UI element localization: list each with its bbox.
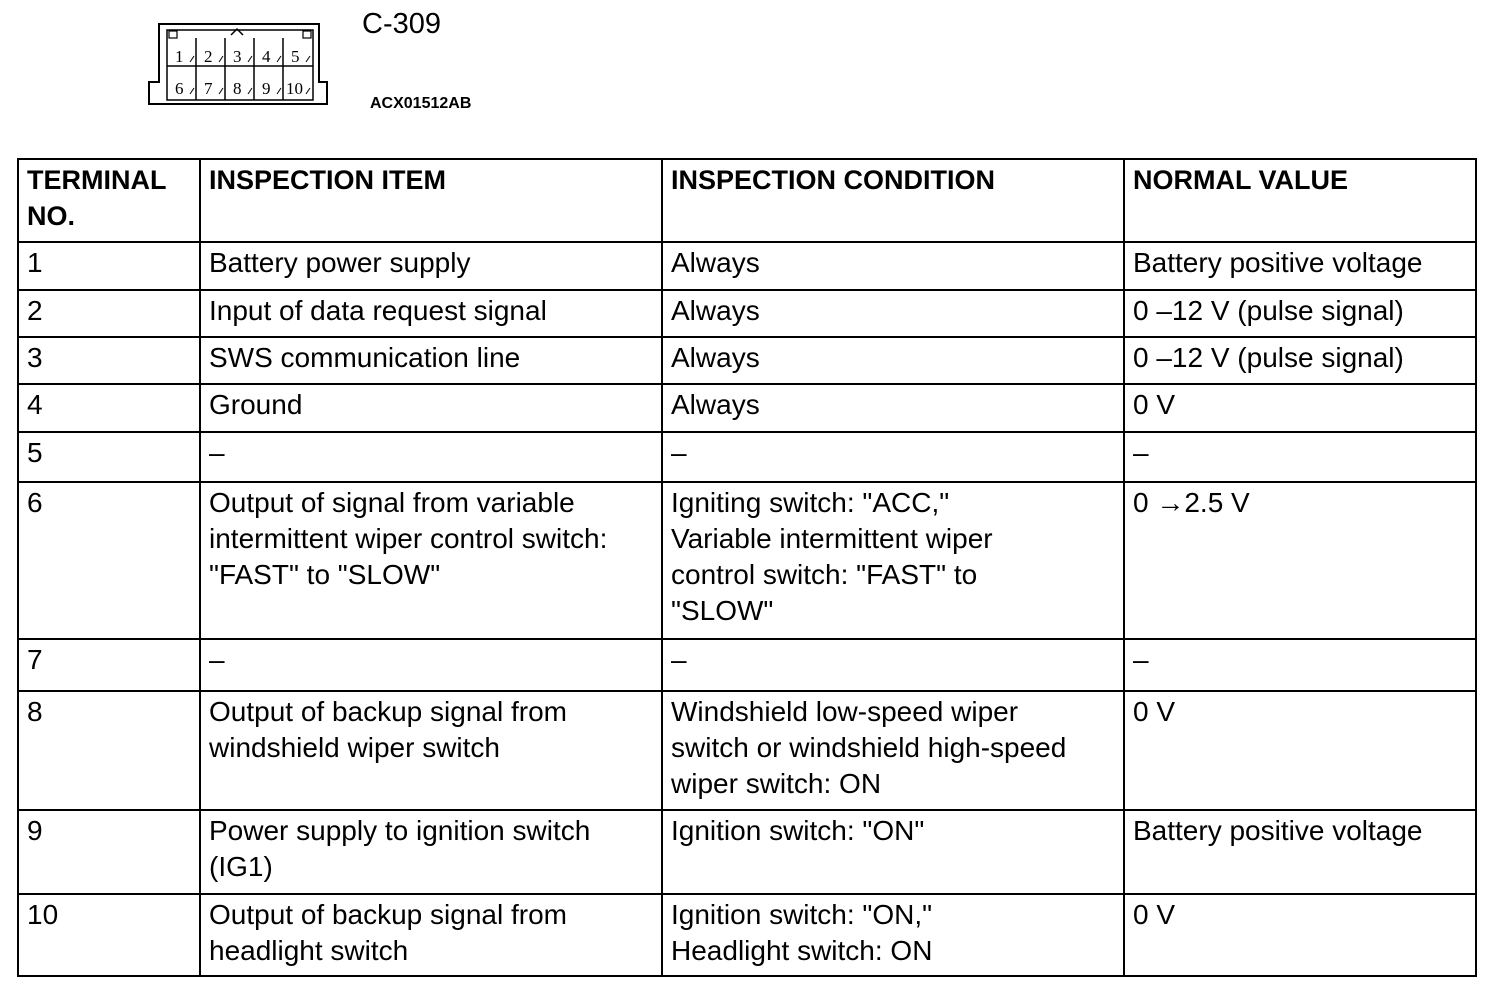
table-row — [18, 384, 1476, 432]
item-cell: – — [200, 432, 662, 482]
item-cell: Output of backup signal from windshield wiper switch — [200, 691, 662, 810]
condition-cell: Igniting switch: "ACC," Variable intermittent wiper control switch: "FAST" to "SLOW" — [662, 482, 1124, 639]
item-cell: – — [200, 639, 662, 691]
pin-label: 9 — [262, 79, 271, 98]
table-row — [18, 242, 1476, 290]
condition-cell: Always — [662, 384, 1124, 432]
condition-cell: Always — [662, 337, 1124, 384]
value-cell: 0 →2.5 V — [1124, 482, 1476, 639]
item-cell: Output of backup signal from headlight switch — [200, 894, 662, 976]
pin-label: 7 — [204, 79, 213, 98]
value-cell: 0 –12 V (pulse signal) — [1124, 337, 1476, 384]
pin-label: 1 — [175, 47, 184, 66]
connector-title: C-309 — [362, 8, 441, 40]
item-cell: Power supply to ignition switch (IG1) — [200, 810, 662, 894]
table-header-row — [18, 159, 1476, 242]
condition-cell: – — [662, 639, 1124, 691]
terminal-cell: 8 — [18, 691, 200, 810]
table-row — [18, 894, 1476, 976]
condition-cell: Ignition switch: "ON," Headlight switch: ON — [662, 894, 1124, 976]
figure-code: ACX01512AB — [370, 95, 472, 112]
condition-cell: Always — [662, 290, 1124, 337]
condition-cell: Ignition switch: "ON" — [662, 810, 1124, 894]
terminal-cell: 7 — [18, 639, 200, 691]
condition-cell: Windshield low-speed wiper switch or windshield high-speed wiper switch: ON — [662, 691, 1124, 810]
pin-label: 2 — [204, 47, 213, 66]
pin-label: 10 — [286, 79, 303, 98]
header-normal-value: NORMAL VALUE — [1124, 159, 1476, 242]
terminal-cell: 3 — [18, 337, 200, 384]
table-row — [18, 432, 1476, 482]
condition-cell: Always — [662, 242, 1124, 290]
connector-diagram — [145, 18, 335, 110]
header-terminal-no: TERMINAL NO. — [18, 159, 200, 242]
terminal-cell: 4 — [18, 384, 200, 432]
pin-label: 5 — [291, 47, 300, 66]
item-cell: SWS communication line — [200, 337, 662, 384]
table-row — [18, 639, 1476, 691]
item-cell: Ground — [200, 384, 662, 432]
terminal-cell: 1 — [18, 242, 200, 290]
header-inspection-item: INSPECTION ITEM — [200, 159, 662, 242]
value-cell: 0 V — [1124, 691, 1476, 810]
terminal-cell: 6 — [18, 482, 200, 639]
table-row — [18, 337, 1476, 384]
pin-label: 3 — [233, 47, 242, 66]
value-cell: Battery positive voltage — [1124, 810, 1476, 894]
item-cell: Input of data request signal — [200, 290, 662, 337]
condition-cell: – — [662, 432, 1124, 482]
terminal-cell: 2 — [18, 290, 200, 337]
terminal-cell: 10 — [18, 894, 200, 976]
table-row — [18, 290, 1476, 337]
value-cell: – — [1124, 432, 1476, 482]
value-cell: 0 V — [1124, 384, 1476, 432]
terminal-cell: 9 — [18, 810, 200, 894]
item-cell: Battery power supply — [200, 242, 662, 290]
pin-label: 8 — [233, 79, 242, 98]
value-cell: 0 –12 V (pulse signal) — [1124, 290, 1476, 337]
terminal-cell: 5 — [18, 432, 200, 482]
inspection-table — [17, 158, 1477, 977]
table-row — [18, 691, 1476, 810]
item-cell: Output of signal from variable intermittent wiper control switch: "FAST" to "SLOW" — [200, 482, 662, 639]
table-row — [18, 482, 1476, 639]
header-inspection-condition: INSPECTION CONDITION — [662, 159, 1124, 242]
pin-label: 6 — [175, 79, 184, 98]
value-cell: Battery positive voltage — [1124, 242, 1476, 290]
value-cell: – — [1124, 639, 1476, 691]
value-cell: 0 V — [1124, 894, 1476, 976]
pin-label: 4 — [262, 47, 271, 66]
table-row — [18, 810, 1476, 894]
